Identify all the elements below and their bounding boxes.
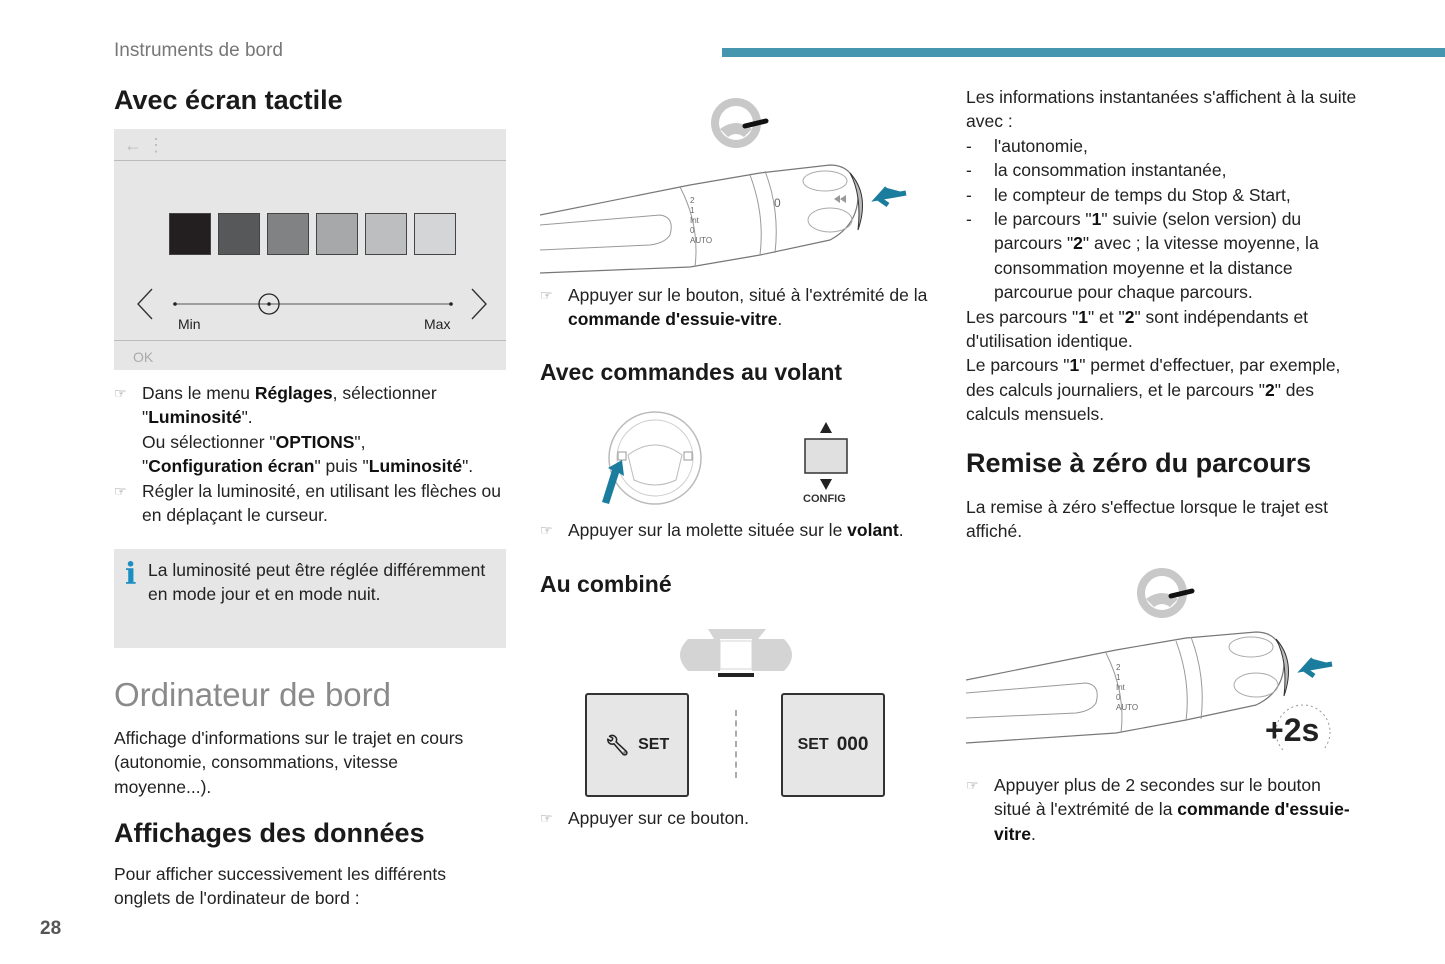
- instant-info-block: [966, 85, 1361, 427]
- list-item: - la consommation instantanée,: [966, 160, 1227, 181]
- step-item: ☞ Appuyer sur la molette située sur le volant.: [540, 518, 935, 542]
- pointing-hand-icon: ☞: [540, 287, 553, 303]
- svg-text:1: 1: [1116, 673, 1121, 682]
- step-item: ☞ Appuyer plus de 2 secondes sur le bouton situé à l'extrémité de la commande d'essuie-vitre.: [966, 775, 1350, 844]
- set-label: SET: [638, 736, 670, 753]
- heading-trip-computer: Ordinateur de bord: [114, 676, 392, 713]
- steering-wheel-controls-illustration: [598, 410, 708, 505]
- separator: [735, 710, 737, 778]
- set-label: SET: [797, 736, 829, 753]
- heading-reset: Remise à zéro du parcours: [966, 448, 1312, 478]
- list-item: - le parcours "1" suivie (selon version) du parcours "2" avec ; la vitesse moyenne, la consommation moyenne et la distance parcourue pour chaque parcours.: [966, 209, 1319, 303]
- svg-text:0: 0: [1116, 693, 1121, 702]
- paragraph: Les parcours "1" et "2" sont indépendants et d'utilisation identique.: [966, 306, 1309, 352]
- pointing-hand-icon: ☞: [114, 482, 127, 499]
- section-header: Instruments de bord: [114, 40, 283, 61]
- pointing-hand-icon: ☞: [540, 522, 553, 538]
- cluster-step: [540, 806, 935, 830]
- reset-step: [966, 773, 1361, 846]
- info-note: [114, 549, 506, 648]
- svg-text:AUTO: AUTO: [1116, 703, 1139, 712]
- config-wheel-icon: [803, 420, 849, 498]
- stalk-label: Int: [690, 216, 699, 225]
- steering-wheel-icon: [715, 102, 766, 144]
- stalk-label: 1: [690, 206, 695, 215]
- info-note-text: La luminosité peut être réglée différemment en mode jour et en mode nuit.: [148, 560, 486, 605]
- reset-description: La remise à zéro s'effectue lorsque le trajet est affiché.: [966, 497, 1328, 542]
- touchscreen-steps: [114, 381, 509, 527]
- touchscreen-illustration: [114, 129, 506, 370]
- set-reset-display: [781, 693, 885, 797]
- heading-steering-controls: Avec commandes au volant: [540, 359, 843, 385]
- svg-text:2: 2: [1116, 663, 1121, 672]
- paragraph: Le parcours "1" permet d'effectuer, par exemple, des calculs journaliers, et le parcours "2" des calculs mensuels.: [966, 355, 1341, 425]
- intro-text: Les informations instantanées s'affichent à la suite avec :: [966, 87, 1357, 132]
- list-item: - le compteur de temps du Stop & Start,: [966, 184, 1291, 205]
- back-arrow-icon: ← ⋮: [124, 135, 166, 155]
- chevron-left-icon: [138, 289, 152, 319]
- brightness-swatch: [218, 213, 260, 255]
- heading-data-display: Affichages des données: [114, 818, 425, 848]
- set-value: 000: [836, 734, 869, 755]
- config-label: CONFIG: [803, 493, 846, 505]
- step-item: ☞ Appuyer sur le bouton, situé à l'extrémité de la commande d'essuie-vitre.: [540, 285, 928, 330]
- wrench-icon: 🔧︎: [604, 734, 631, 757]
- svg-text:Int: Int: [1116, 683, 1125, 692]
- brightness-swatch: [316, 213, 358, 255]
- slider-min-label: Min: [178, 316, 201, 332]
- ok-label: OK: [133, 349, 154, 365]
- page-number: 28: [40, 918, 62, 939]
- step-item: ☞ Dans le menu Réglages, sélectionner "Luminosité". Ou sélectionner "OPTIONS", "Configuration écran" puis "Luminosité".: [114, 383, 474, 477]
- heading-touchscreen: Avec écran tactile: [114, 85, 343, 115]
- trip-computer-description: Affichage d'informations sur le trajet en cours (autonomie, consommations, vitesse moyenne...).: [114, 728, 464, 797]
- svg-text:0: 0: [774, 196, 781, 210]
- stalk-label: 0: [690, 226, 695, 235]
- pointing-hand-icon: ☞: [966, 777, 979, 793]
- header-accent-bar: [722, 48, 1445, 57]
- stalk-label: 2: [690, 196, 695, 205]
- info-icon: i: [125, 557, 137, 592]
- instrument-cluster-icon: [670, 627, 802, 679]
- data-display-description: Pour afficher successivement les différents onglets de l'ordinateur de bord :: [114, 864, 447, 909]
- pointing-hand-icon: ☞: [114, 385, 127, 401]
- steering-step: [540, 518, 935, 542]
- chevron-right-icon: [472, 289, 486, 319]
- list-item: - l'autonomie,: [966, 135, 1088, 156]
- set-button[interactable]: [585, 693, 689, 797]
- heading-cluster: Au combiné: [540, 571, 672, 597]
- brightness-swatch: [365, 213, 407, 255]
- hold-2s-icon: +2s: [1265, 712, 1320, 748]
- wiper-stalk-illustration: [540, 95, 920, 280]
- step-item: ☞ Régler la luminosité, en utilisant les flèches ou en déplaçant le curseur.: [114, 480, 501, 526]
- slider-max-label: Max: [424, 316, 451, 332]
- step-item: ☞ Appuyer sur ce bouton.: [540, 808, 749, 828]
- stalk-step: [540, 283, 935, 332]
- stalk-label: AUTO: [690, 236, 713, 245]
- brightness-swatch: [169, 213, 211, 255]
- brightness-swatch: [267, 213, 309, 255]
- brightness-swatch: [414, 213, 456, 255]
- steering-wheel-icon: [1141, 572, 1192, 614]
- pointer-arrow-icon: [602, 460, 624, 504]
